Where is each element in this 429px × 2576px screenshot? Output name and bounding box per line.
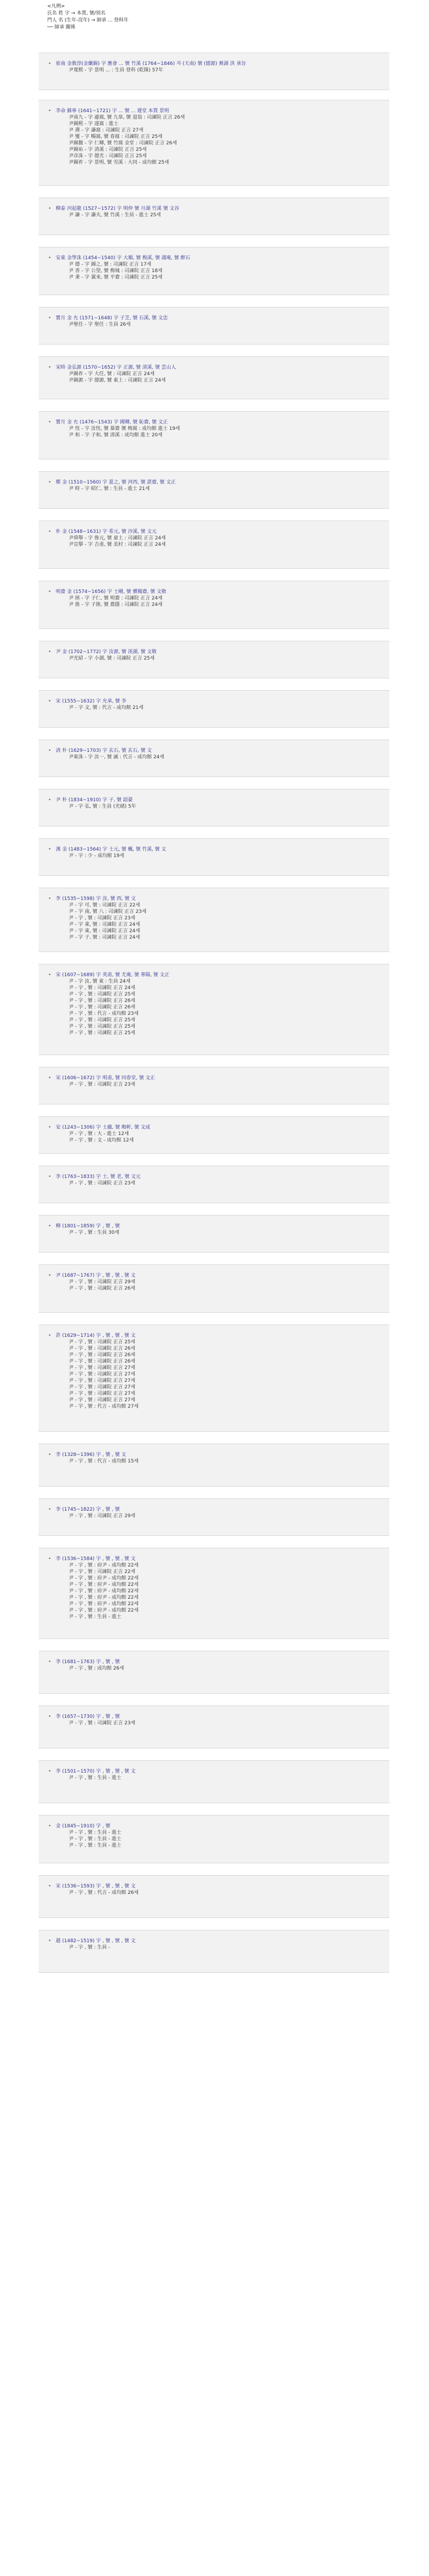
student-text: 尹 - 字 , 號 : 司諫院 正言 25세 xyxy=(69,1018,136,1023)
student-text: 尹 - 字 , 號 : 府尹 - 成均館 22세 xyxy=(69,1601,139,1607)
student-entry xyxy=(39,1230,389,1236)
teacher-section xyxy=(39,307,389,345)
student-text: 尹 - 字 , 號 : 司諫院 正言 27세 xyxy=(69,1378,136,1384)
teacher-entry xyxy=(39,1823,389,1829)
bullet-icon: • xyxy=(48,1714,51,1719)
student-text: 尹 - 字 東, 號 : 司諫院 正言 24세 xyxy=(69,922,140,927)
student-entry xyxy=(39,1665,389,1672)
teacher-entry xyxy=(39,797,389,803)
teacher-section xyxy=(39,1651,389,1694)
teacher-text: 李 (1328~1396) 字 , 號 , 號 文 xyxy=(56,1452,127,1458)
student-entry xyxy=(39,1004,389,1011)
teacher-text: 尹 (1687~1767) 字 , 號 , 號 , 號 文 xyxy=(56,1273,136,1278)
student-entry xyxy=(39,140,389,147)
teacher-text: 李 (1657~1730) 字 , 號 , 號 xyxy=(56,1714,120,1719)
teacher-section xyxy=(39,690,389,728)
student-entry xyxy=(39,909,389,915)
teacher-text: 李 (1681~1763) 字 , 號 , 號 xyxy=(56,1659,120,1665)
student-text: 尹錫祐 - 字 清溪 : 司諫院 正言 25세 xyxy=(69,147,147,152)
student-text: 尹 秉 - 字 翼來, 號 平齋 : 司諫院 正言 25세 xyxy=(69,275,162,280)
student-entry xyxy=(39,153,389,159)
bullet-icon: • xyxy=(48,699,51,704)
student-text: 尹 - 字 , 號 : 代言 - 成均館 15세 xyxy=(69,1459,139,1464)
student-text: 尹 - 字 , 號 : 府尹 - 成均館 22세 xyxy=(69,1589,139,1594)
bullet-icon: • xyxy=(48,847,51,852)
bullet-icon: • xyxy=(48,108,51,114)
teacher-text: 尹 金 (1702~1772) 字 汝源, 號 渼湖, 號 文敬 xyxy=(56,649,157,655)
teacher-text: 宋 (1536~1593) 字 , 號 , 號 , 號 文 xyxy=(56,1884,136,1889)
student-text: 尹 - 字 , 號 : 府尹 - 成均館 22세 xyxy=(69,1576,139,1581)
student-entry xyxy=(39,1594,389,1601)
student-entry xyxy=(39,127,389,134)
teacher-entry xyxy=(39,61,389,67)
teacher-section xyxy=(39,1444,389,1487)
student-entry xyxy=(39,985,389,991)
student-text: 尹 - 字 , 號 : 司諫院 正言 26세 xyxy=(69,998,136,1004)
bullet-icon: • xyxy=(48,206,51,211)
student-text: 尹 - 字 , 號 : 司諫院 正言 24세 xyxy=(69,985,136,991)
teacher-text: 柳泰 河起龍 (1527~1572) 字 明仲 號 月湖 竹溪 號 文谷 xyxy=(56,206,180,211)
teacher-entry xyxy=(39,1659,389,1665)
student-entry xyxy=(39,114,389,121)
student-text: 尹 - 字 , 號 : 文 - 成均館 12세 xyxy=(69,1138,134,1143)
student-text: 尹 燮 - 字 暢窩, 號 春窩 : 司諫院 正言 25세 xyxy=(69,134,162,140)
teacher-entry xyxy=(39,419,389,426)
teacher-text: 淸 朴 (1629~1703) 字 玄石, 號 玄石, 號 文 xyxy=(56,748,152,753)
student-text: 尹 - 字 , 號 : 司諫院 正言 25세 xyxy=(69,1340,136,1345)
student-text: 尹 - 字 , 號 : 司諫院 正言 23세 xyxy=(69,916,136,921)
student-entry xyxy=(39,1384,389,1391)
student-entry xyxy=(39,595,389,602)
student-text: 尹宣擧 - 字 吉甫, 號 美村 : 司諫院 正言 24세 xyxy=(69,542,166,547)
student-entry xyxy=(39,1569,389,1575)
teacher-section xyxy=(39,1067,389,1104)
student-entry xyxy=(39,978,389,985)
student-text: 尹 德 - 字 錫之, 號 : 司諫院 正言 17세 xyxy=(69,262,152,267)
student-text: 尹 - 字 , 號 : 司諫院 正言 27세 xyxy=(69,1385,136,1390)
teacher-section xyxy=(39,1815,389,1863)
legend-line: ── 師承 關係 xyxy=(47,25,76,30)
student-text: 尹 - 字 , 號 : 司諫院 正言 23세 xyxy=(69,1181,136,1186)
student-text: 尹 - 字 , 號 : 府尹 - 成均館 22세 xyxy=(69,1563,139,1568)
teacher-section xyxy=(39,100,389,186)
student-entry xyxy=(39,212,389,218)
teacher-text: 寶月 金 允 (1476~1543) 字 國卿, 號 恥齋, 號 文正 xyxy=(56,420,168,425)
bullet-icon: • xyxy=(48,589,51,595)
student-entry xyxy=(39,1365,389,1371)
teacher-entry xyxy=(39,206,389,212)
student-entry xyxy=(39,1397,389,1403)
student-text: 尹 - 字 , 號 : 生員 30세 xyxy=(69,1230,120,1235)
teacher-entry xyxy=(39,1506,389,1513)
teacher-section xyxy=(39,964,389,1055)
teacher-entry xyxy=(39,1452,389,1458)
teacher-text: 明齋 金 (1574~1656) 字 士剛, 號 愼獨齋, 號 文敬 xyxy=(56,589,166,595)
student-entry xyxy=(39,1601,389,1607)
student-entry xyxy=(39,998,389,1004)
student-text: 尹錫源 - 字 德源, 號 東上 : 司諫院 正言 24세 xyxy=(69,378,166,383)
teacher-entry xyxy=(39,896,389,902)
student-entry xyxy=(39,934,389,941)
teacher-text: 宋 (1606~1672) 字 明甫, 號 同春堂, 號 文正 xyxy=(56,1075,156,1081)
teacher-text: 李 (1501~1570) 字 , 號 , 號 , 號 文 xyxy=(56,1769,136,1774)
bullet-icon: • xyxy=(48,480,51,485)
student-entry xyxy=(39,803,389,810)
student-text: 尹 - 字 , 號 : 府尹 - 成均館 22세 xyxy=(69,1608,139,1613)
teacher-section xyxy=(39,1760,389,1803)
student-entry xyxy=(39,1345,389,1352)
student-text: 尹 善 - 字 公望, 號 梅城 : 司諫院 正言 18세 xyxy=(69,268,162,274)
student-entry xyxy=(39,902,389,909)
student-entry xyxy=(39,1371,389,1378)
student-text: 尹 - 字 : 少 - 成均館 19세 xyxy=(69,853,124,859)
student-text: 尹 - 字 文, 號 : 代言 - 成均館 21세 xyxy=(69,705,144,711)
student-text: 尹錫熙 - 字 遂窩 : 進士 xyxy=(69,121,119,127)
student-text: 尹 - 字 汝, 號 東 : 生員 24세 xyxy=(69,979,131,984)
student-entry xyxy=(39,1720,389,1726)
student-text: 尹 - 字 , 號 : 代言 - 成均館 23세 xyxy=(69,1011,139,1016)
teacher-entry xyxy=(39,315,389,321)
bullet-icon: • xyxy=(48,748,51,753)
student-entry xyxy=(39,1391,389,1397)
bullet-icon: • xyxy=(48,365,51,370)
student-entry xyxy=(39,1352,389,1358)
student-text: 尹彦洙 - 字 德光 : 司諫院 正言 25세 xyxy=(69,153,147,159)
bullet-icon: • xyxy=(48,1556,51,1562)
student-entry xyxy=(39,121,389,127)
teacher-entry xyxy=(39,1556,389,1562)
teacher-entry xyxy=(39,698,389,705)
teacher-text: 宋 (1555~1632) 字 允承, 號 李 xyxy=(56,699,127,704)
teacher-entry xyxy=(39,649,389,655)
bullet-icon: • xyxy=(48,972,51,978)
student-text: 尹 - 字 , 號 : 成均館 26세 xyxy=(69,1666,124,1671)
teacher-text: 李 (1536~1584) 字 , 號 , 號 , 號 文 xyxy=(56,1556,136,1562)
student-entry xyxy=(39,371,389,377)
student-text: 尹 - 字 弘, 號 : 生員 (光緖) 5年 xyxy=(69,804,136,809)
student-entry xyxy=(39,1562,389,1569)
bullet-icon: • xyxy=(48,1824,51,1829)
bullet-icon: • xyxy=(48,1769,51,1774)
teacher-entry xyxy=(39,529,389,535)
student-entry xyxy=(39,1513,389,1519)
student-text: 尹 - 字 , 號 : 司諫院 正言 27세 xyxy=(69,1372,136,1377)
student-text: 尹 推 - 字 子推, 號 農隱 : 司諫院 正言 24세 xyxy=(69,602,162,608)
teacher-text: 李命 蘇寧 (1641~1721) 字 ... 號 ... 遲堂 本貫 景明 xyxy=(56,108,169,114)
student-entry xyxy=(39,1458,389,1465)
student-entry xyxy=(39,1836,389,1842)
student-entry xyxy=(39,1131,389,1137)
student-entry xyxy=(39,1607,389,1614)
student-entry xyxy=(39,754,389,760)
student-text: 尹東洙 - 字 汝一, 號 誠 : 代言 - 成均館 24세 xyxy=(69,755,165,760)
student-text: 尹 - 字 , 號 : 代言 - 成均館 27세 xyxy=(69,1404,139,1409)
student-entry xyxy=(39,274,389,281)
student-entry xyxy=(39,261,389,268)
teacher-text: 許 (1629~1714) 字 , 號 , 號 , 號 文 xyxy=(56,1333,136,1338)
teacher-entry xyxy=(39,1768,389,1775)
student-entry xyxy=(39,321,389,328)
student-entry xyxy=(39,1030,389,1036)
teacher-section xyxy=(39,53,389,90)
student-entry xyxy=(39,377,389,384)
student-text: 尹 - 字 子, 號 : 司諫院 正言 24세 xyxy=(69,935,140,940)
student-text: 尹 - 字 , 號 : 司諫院 正言 29세 xyxy=(69,1279,136,1285)
student-entry xyxy=(39,928,389,934)
student-text: 尹 - 字 東, 號 : 司諫院 正言 24세 xyxy=(69,928,140,934)
teacher-section xyxy=(39,411,389,459)
teacher-entry xyxy=(39,589,389,595)
student-entry xyxy=(39,1285,389,1292)
bullet-icon: • xyxy=(48,1507,51,1512)
student-entry xyxy=(39,705,389,711)
teacher-section xyxy=(39,471,389,509)
bullet-icon: • xyxy=(48,61,51,67)
teacher-entry xyxy=(39,364,389,371)
bullet-icon: • xyxy=(48,420,51,425)
teacher-entry xyxy=(39,1938,389,1944)
teacher-text: 金 (1845~1910) 字 , 號 xyxy=(56,1824,110,1829)
student-text: 尹錫祚 - 字 景明, 號 雪溪 : 大同 - 成均館 25세 xyxy=(69,160,169,165)
student-text: 尹 - 字 , 號 : 生員 - xyxy=(69,1945,110,1950)
teacher-text: 尹 朴 (1834~1910) 字 子, 號 韶臺 xyxy=(56,797,133,803)
teacher-section xyxy=(39,1116,389,1154)
teacher-entry xyxy=(39,1075,389,1081)
teacher-section xyxy=(39,1264,389,1313)
student-entry xyxy=(39,1358,389,1365)
teacher-section xyxy=(39,1930,389,1973)
legend-title: <凡例> xyxy=(47,4,65,9)
student-entry xyxy=(39,268,389,274)
legend-line: 門人 名 (生年-沒年) → 師承 ... 登科年 xyxy=(47,18,129,23)
student-entry xyxy=(39,1180,389,1187)
teacher-text: 宋 (1607~1689) 字 英甫, 號 尤庵, 號 華陽, 號 文正 xyxy=(56,972,169,978)
student-entry xyxy=(39,1011,389,1017)
student-text: 尹 - 字 , 號 : 司諫院 正言 25세 xyxy=(69,1030,136,1036)
student-entry xyxy=(39,1944,389,1951)
bullet-icon: • xyxy=(48,1224,51,1229)
student-entry xyxy=(39,921,389,928)
student-entry xyxy=(39,147,389,153)
student-text: 尹 - 字 , 號 : 司諫院 正言 27세 xyxy=(69,1365,136,1371)
teacher-entry xyxy=(39,1714,389,1720)
bullet-icon: • xyxy=(48,797,51,803)
teacher-section xyxy=(39,1324,389,1432)
teacher-entry xyxy=(39,748,389,754)
student-text: 尹 燾 - 字 謙窩 : 司諫院 正言 27세 xyxy=(69,128,144,133)
teacher-entry xyxy=(39,1124,389,1131)
student-text: 尹錫馥 - 字 仁卿, 號 竹窩 金堂 : 司諫院 正言 26세 xyxy=(69,141,177,146)
student-text: 尹 - 字 , 號 : 司諫院 正言 27세 xyxy=(69,1391,136,1396)
student-entry xyxy=(39,541,389,548)
teacher-section xyxy=(39,197,389,235)
teacher-section xyxy=(39,1706,389,1748)
legend-line: 氏名 姓 字 → 本貫, 號/别名 xyxy=(47,11,106,16)
student-text: 尹 - 字 南, 號 八 : 司諫院 正言 23세 xyxy=(69,909,147,914)
teacher-section xyxy=(39,356,389,399)
teacher-text: 李 (1745~1822) 字 , 號 , 號 xyxy=(56,1507,120,1512)
teacher-section xyxy=(39,838,389,876)
student-text: 尹 - 字 , 號 : 大 - 進士 12세 xyxy=(69,1131,129,1137)
student-entry xyxy=(39,1023,389,1030)
student-text: 尹 - 字 , 號 : 司諫院 正言 26세 xyxy=(69,1352,136,1358)
student-entry xyxy=(39,1378,389,1384)
student-text: 尹寬熙 - 字 景明 ... : 生員 登科 (乾隆) 57年 xyxy=(69,68,164,73)
bullet-icon: • xyxy=(48,1938,51,1944)
student-entry xyxy=(39,486,389,492)
teacher-entry xyxy=(39,255,389,261)
student-text: 尹 - 字 , 號 : 代言 - 成均館 26세 xyxy=(69,1890,139,1896)
teacher-section xyxy=(39,1875,389,1918)
teacher-entry xyxy=(39,1333,389,1339)
student-text: 尹 拯 - 字 子仁, 號 明齋 : 司諫院 正言 24세 xyxy=(69,596,162,601)
bullet-icon: • xyxy=(48,649,51,655)
teacher-entry xyxy=(39,846,389,853)
student-text: 尹 - 字 , 號 : 司諫院 正言 22세 xyxy=(69,1569,136,1575)
teacher-section xyxy=(39,247,389,295)
bullet-icon: • xyxy=(48,1452,51,1458)
student-text: 尹 和 - 字 子和, 號 淸溪 : 成均館 進士 20세 xyxy=(69,433,162,438)
teacher-text: 趙 (1482~1519) 字 , 號 , 號 , 號 文 xyxy=(56,1938,136,1944)
teacher-section xyxy=(39,1548,389,1639)
teacher-text: 安東 金學洙 (1454~1540) 字 大順, 號 梅溪, 號 謹庵, 號 醉石 xyxy=(56,255,190,261)
teacher-entry xyxy=(39,1174,389,1180)
student-entry xyxy=(39,67,389,74)
teacher-text: 崔南 金敎淳(金蘭錫) 字 應會 ... 號 竹溪 (1764~1846) 자 (天南) 號 (德源) 蕪湖 洪 承旨 xyxy=(56,61,246,67)
teacher-section xyxy=(39,581,389,629)
teacher-section xyxy=(39,740,389,777)
student-text: 尹 - 字 , 號 : 府尹 - 成均館 22세 xyxy=(69,1582,139,1587)
bullet-icon: • xyxy=(48,529,51,535)
student-entry xyxy=(39,535,389,541)
teacher-text: 李 (1763~1833) 字 士, 號 老, 號 文元 xyxy=(56,1174,141,1180)
teacher-text: 宋時 金弘源 (1570~1652) 字 正源, 號 清溪, 號 雲山人 xyxy=(56,365,176,370)
student-entry xyxy=(39,1403,389,1410)
student-text: 尹 - 字 , 號 : 司諫院 正言 23세 xyxy=(69,1082,136,1087)
teacher-entry xyxy=(39,1272,389,1279)
student-text: 尹聖任 - 字 聖任 : 生員 26세 xyxy=(69,322,131,327)
student-text: 尹 - 字 , 號 : 生員 - 進士 xyxy=(69,1614,122,1620)
student-text: 尹 - 字 , 號 : 司諫院 正言 25세 xyxy=(69,1024,136,1029)
student-text: 尹 - 字 , 號 : 司諫院 正言 26세 xyxy=(69,1359,136,1364)
student-text: 尹 - 字 , 號 : 司諫院 正言 26세 xyxy=(69,1286,136,1291)
bullet-icon: • xyxy=(48,1884,51,1889)
teacher-entry xyxy=(39,479,389,486)
student-entry xyxy=(39,915,389,921)
teacher-text: 鄭 金 (1510~1560) 字 夏之, 號 河西, 號 湛齋, 號 文正 xyxy=(56,480,176,485)
student-text: 尹舜舉 - 字 魯元, 號 童土 : 司諫院 正言 24세 xyxy=(69,536,166,541)
teacher-text: 寶月 金 允 (1571~1648) 字 子芝, 號 石溪, 號 文忠 xyxy=(56,316,168,321)
student-entry xyxy=(39,1614,389,1620)
teacher-text: 李 (1535~1598) 字 汝, 號 西, 號 文 xyxy=(56,896,136,902)
bullet-icon: • xyxy=(48,1273,51,1278)
student-text: 尹 - 字 可, 號 : 司諫院 正言 22세 xyxy=(69,903,140,908)
bullet-icon: • xyxy=(48,1174,51,1180)
legend xyxy=(47,3,129,31)
student-entry xyxy=(39,1279,389,1285)
student-entry xyxy=(39,159,389,166)
student-text: 尹 - 字 , 號 : 生員 - 進士 xyxy=(69,1830,122,1835)
student-entry xyxy=(39,1339,389,1345)
student-entry xyxy=(39,1775,389,1781)
teacher-entry xyxy=(39,972,389,978)
student-entry xyxy=(39,1017,389,1023)
teacher-text: 朴 金 (1548~1631) 字 希元, 號 沙溪, 號 文元 xyxy=(56,529,157,535)
student-text: 尹 - 字 , 號 : 司諫院 正言 26세 xyxy=(69,1346,136,1351)
student-text: 尹 - 字 , 號 : 司諫院 正言 23세 xyxy=(69,1721,136,1726)
student-text: 尹 - 字 , 號 : 司諫院 正言 29세 xyxy=(69,1513,136,1519)
student-text: 尹 時 - 字 昭仁, 號 : 生員 - 進士 21세 xyxy=(69,486,150,492)
student-text: 尹 - 字 , 號 : 府尹 - 成均館 22세 xyxy=(69,1595,139,1600)
student-entry xyxy=(39,426,389,432)
student-entry xyxy=(39,1137,389,1144)
student-text: 尹 - 字 , 號 : 司諫院 正言 26세 xyxy=(69,1005,136,1010)
teacher-entry xyxy=(39,1883,389,1890)
bullet-icon: • xyxy=(48,1333,51,1338)
teacher-section xyxy=(39,521,389,569)
bullet-icon: • xyxy=(48,255,51,261)
student-text: 尹 忱 - 字 汝忱, 號 慕齋 號 梅窩 : 成均館 進士 19세 xyxy=(69,426,180,431)
student-text: 尹南九 - 字 遜窩, 號 九皐, 號 退翁 : 司諫院 正言 26세 xyxy=(69,115,185,120)
bullet-icon: • xyxy=(48,1659,51,1665)
student-text: 尹光紹 - 字 小湖, 號 : 司諫院 正言 25세 xyxy=(69,656,155,661)
student-entry xyxy=(39,853,389,859)
student-entry xyxy=(39,432,389,438)
bullet-icon: • xyxy=(48,896,51,902)
teacher-section xyxy=(39,789,389,826)
student-text: 尹 - 字 , 號 : 生員 - 進士 xyxy=(69,1775,122,1781)
teacher-text: 柳 (1801~1859) 字 , 號 , 號 xyxy=(56,1224,120,1229)
teacher-section xyxy=(39,888,389,952)
teacher-entry xyxy=(39,108,389,114)
teacher-text: 漢 金 (1483~1564) 字 士元, 號 楓, 號 竹溪, 號 文 xyxy=(56,847,166,852)
teacher-section xyxy=(39,1166,389,1203)
student-entry xyxy=(39,1890,389,1896)
student-entry xyxy=(39,991,389,998)
teacher-text: 安 (1243~1306) 字 士蘊, 號 晦軒, 號 文成 xyxy=(56,1125,151,1130)
teacher-entry xyxy=(39,1223,389,1230)
student-entry xyxy=(39,602,389,608)
student-text: 尹 - 字 , 號 : 司諫院 正言 27세 xyxy=(69,1397,136,1403)
student-entry xyxy=(39,655,389,662)
teacher-section xyxy=(39,641,389,678)
teacher-section xyxy=(39,1215,389,1253)
bullet-icon: • xyxy=(48,1125,51,1130)
student-entry xyxy=(39,1842,389,1849)
student-entry xyxy=(39,1575,389,1582)
student-text: 尹 謙 - 字 謙夫, 號 竹溪 : 生員 - 進士 25세 xyxy=(69,213,161,218)
student-entry xyxy=(39,1081,389,1088)
student-text: 尹錫祚 - 字 大任, 號 : 司諫院 正言 24세 xyxy=(69,371,155,377)
student-entry xyxy=(39,134,389,140)
student-entry xyxy=(39,1588,389,1594)
student-entry xyxy=(39,1829,389,1836)
student-text: 尹 - 字 , 號 : 生員 - 進士 xyxy=(69,1843,122,1848)
bullet-icon: • xyxy=(48,1075,51,1081)
student-entry xyxy=(39,1582,389,1588)
student-text: 尹 - 字 , 號 : 生員 - 進士 xyxy=(69,1836,122,1842)
bullet-icon: • xyxy=(48,316,51,321)
student-text: 尹 - 字 , 號 : 司諫院 正言 25세 xyxy=(69,992,136,997)
teacher-section xyxy=(39,1498,389,1536)
